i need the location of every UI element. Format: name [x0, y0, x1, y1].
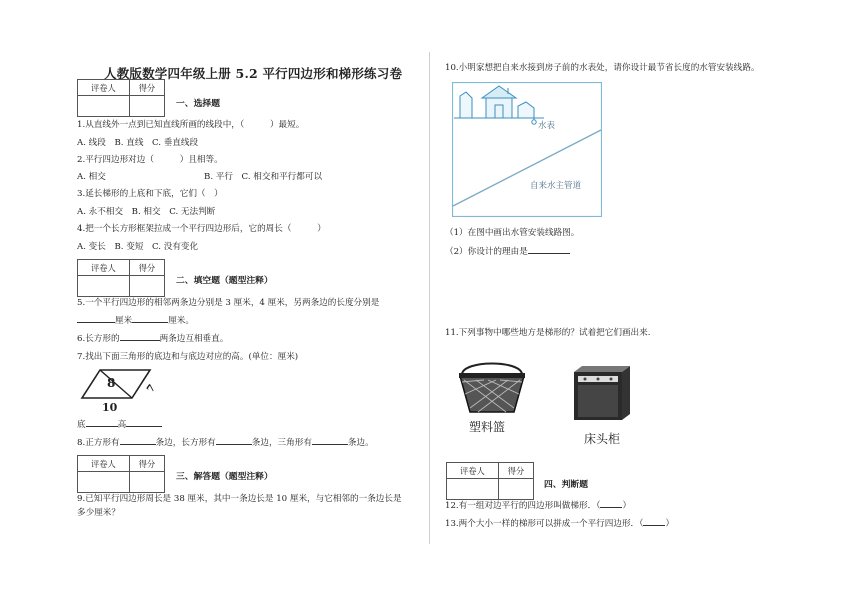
- answer-blank[interactable]: [312, 444, 348, 445]
- section-4-heading: 四、判断题: [544, 480, 588, 490]
- score-header: 得分: [129, 80, 164, 96]
- question-8: [77, 438, 374, 449]
- answer-blank[interactable]: [528, 253, 570, 254]
- question-2: 2.平行四边形对边（ ）且相等。: [77, 155, 223, 165]
- question-11: 11.下列事物中哪些地方是梯形的？试着把它们画出来.: [445, 328, 651, 338]
- q8-text: 条边，长方形有: [155, 438, 216, 448]
- question-12: [445, 501, 631, 512]
- basket-image: [456, 358, 528, 414]
- reviewer-header: 评卷人: [447, 463, 499, 479]
- score-table-2: [77, 259, 165, 297]
- question-7: 7.找出下面三角形的底边和与底边对应的高。(单位：厘米): [77, 352, 299, 362]
- answer-blank[interactable]: [643, 525, 665, 526]
- question-1-options: A. 线段 B. 直线 C. 垂直线段: [77, 138, 199, 148]
- question-4: 4.把一个长方形框架拉成一个平行四边形后，它的周长（ ）: [77, 224, 326, 234]
- reviewer-cell[interactable]: [78, 276, 130, 297]
- reviewer-cell[interactable]: [447, 479, 499, 500]
- question-9-line-1: 9.已知平行四边形周长是 38 厘米，其中一条边长是 10 厘米，与它相邻的一条边长是: [77, 494, 402, 504]
- basket-label: 塑料篮: [469, 420, 506, 434]
- question-5: 5.一个平行四边形的相邻两条边分别是 3 厘米，4 厘米，另两条边的长度分别是: [77, 298, 380, 308]
- reviewer-header: 评卷人: [78, 80, 130, 96]
- water-pipe-figure: [452, 82, 602, 217]
- answer-blank[interactable]: [86, 426, 118, 427]
- question-1: 1.从直线外一点到已知直线所画的线段中，（ ）最短。: [77, 120, 305, 130]
- question-7-answer: [77, 420, 162, 431]
- label-7: 7: [145, 382, 159, 395]
- q13-text: 13.两个大小一样的梯形可以拼成一个平行四边形．（: [445, 519, 644, 529]
- cabinet-image: [572, 366, 630, 422]
- page-title: 人教版数学四年级上册 5.2 平行四边形和梯形练习卷: [104, 66, 403, 81]
- answer-blank[interactable]: [216, 444, 252, 445]
- score-table-1: [77, 79, 165, 117]
- question-2-option-a: A. 相交: [77, 172, 106, 182]
- unit-label: 厘米。: [168, 316, 194, 326]
- question-10-part-2: [445, 247, 570, 258]
- base-label: 底: [77, 420, 86, 430]
- score-header: 得分: [498, 463, 533, 479]
- question-4-options: A. 变长 B. 变短 C. 没有变化: [77, 242, 199, 252]
- section-2-heading: 二、填空题（题型注释）: [176, 276, 273, 286]
- label-10: 10: [102, 401, 118, 413]
- q10-part-2-text: （2）你设计的理由是: [445, 247, 528, 257]
- main-pipe-label: 自来水主管道: [530, 181, 582, 191]
- answer-blank[interactable]: [600, 507, 622, 508]
- q13-text-end: ）: [665, 519, 675, 529]
- score-cell[interactable]: [129, 472, 164, 493]
- answer-blank[interactable]: [120, 444, 156, 445]
- question-10-part-1: （1）在图中画出水管安装线路图。: [445, 228, 580, 238]
- score-header: 得分: [129, 456, 164, 472]
- answer-blank[interactable]: [126, 426, 162, 427]
- q8-text: 条边，三角形有: [251, 438, 312, 448]
- question-9-line-2: 多少厘米？: [77, 508, 120, 518]
- question-3-options: A. 永不相交 B. 相交 C. 无法判断: [77, 207, 216, 217]
- question-6-text-end: 两条边互相垂直。: [159, 334, 229, 344]
- question-6: [77, 334, 228, 345]
- q12-text: 12.有一组对边平行的四边形叫做梯形．（: [445, 501, 601, 511]
- reviewer-header: 评卷人: [78, 456, 130, 472]
- question-3: 3.延长梯形的上底和下底，它们（ ）: [77, 189, 223, 199]
- reviewer-cell[interactable]: [78, 472, 130, 493]
- score-table-3: [77, 455, 165, 493]
- question-10: 10.小明家想把自来水接到房子前的水表处，请你设计最节省长度的水管安装线路。: [445, 63, 760, 73]
- score-table-4: [446, 462, 534, 500]
- question-13: [445, 519, 674, 530]
- question-5-answer: [77, 316, 194, 327]
- height-label: 高: [117, 420, 127, 430]
- score-cell[interactable]: [498, 479, 533, 500]
- section-3-heading: 三、解答题（题型注释）: [176, 472, 273, 482]
- q8-text: 条边。: [347, 438, 374, 448]
- q12-text-end: ）: [622, 501, 632, 511]
- parallelogram-figure: [80, 365, 162, 413]
- reviewer-header: 评卷人: [78, 260, 130, 276]
- score-cell[interactable]: [129, 96, 164, 117]
- cabinet-label: 床头柜: [584, 432, 621, 446]
- section-1-heading: 一、选择题: [176, 99, 220, 109]
- answer-blank[interactable]: [77, 322, 115, 323]
- answer-blank[interactable]: [120, 340, 160, 341]
- answer-blank[interactable]: [132, 322, 168, 323]
- question-6-text: 6.长方形的: [77, 334, 120, 344]
- reviewer-cell[interactable]: [78, 96, 130, 117]
- score-cell[interactable]: [129, 276, 164, 297]
- column-divider: [429, 52, 430, 544]
- label-8: 8: [107, 376, 116, 390]
- question-2-options-bc: B. 平行 C. 相交和平行都可以: [204, 172, 323, 182]
- score-header: 得分: [129, 260, 164, 276]
- q8-text: 8.正方形有: [77, 438, 120, 448]
- unit-label: 厘米: [115, 316, 133, 326]
- water-meter-label: 水表: [538, 121, 556, 131]
